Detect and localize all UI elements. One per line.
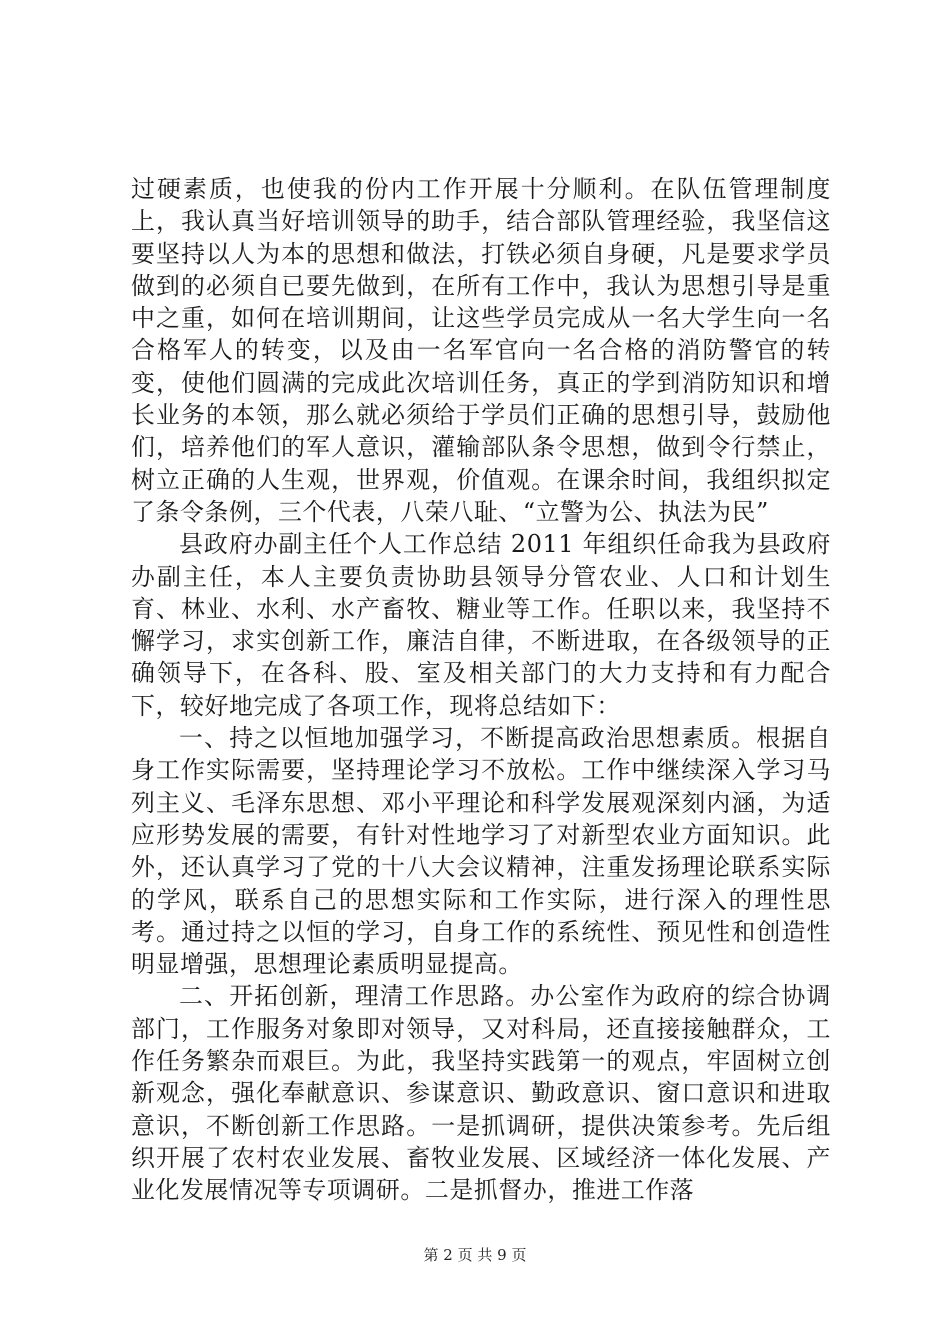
paragraph-3: 一、持之以恒地加强学习，不断提高政治思想素质。根据自身工作实际需要，坚持理论学习不放松。工作中继续深入学习马列主义、毛泽东思想、邓小平理论和科学发展观深刻内涵，为适应形势发展的需要，有针对性地学习了对新型农业方面知识。此外，还认真学习了党的十八大会议精神，注重发扬理论联系实际的学风，联系自己的思想实际和工作实际，进行深入的理性思考。通过持之以恒的学习，自身工作的系统性、预见性和创造性明显增强，思想理论素质明显提高。 <box>131 724 831 979</box>
document-body <box>131 173 831 1207</box>
paragraph-2: 县政府办副主任个人工作总结 2011 年组织任命我为县政府办副主任，本人主要负责协助县领导分管农业、人口和计划生育、林业、水利、水产畜牧、糖业等工作。任职以来，我坚持不懈学习，求实创新工作，廉洁自律，不断进取，在各级领导的正确领导下，在各科、股、室及相关部门的大力支持和有力配合下，较好地完成了各项工作，现将总结如下： <box>131 530 831 720</box>
paragraph-4: 二、开拓创新，理清工作思路。办公室作为政府的综合协调部门，工作服务对象即对领导，又对科局，还直接接触群众，工作任务繁杂而艰巨。为此，我坚持实践第一的观点，牢固树立创新观念，强化奉献意识、参谋意识、勤政意识、窗口意识和进取意识，不断创新工作思路。一是抓调研，提供决策参考。先后组织开展了农村农业发展、畜牧业发展、区域经济一体化发展、产业化发展情况等专项调研。二是抓督办，推进工作落 <box>131 982 831 1205</box>
paragraph-1: 过硬素质，也使我的份内工作开展十分顺利。在队伍管理制度上，我认真当好培训领导的助手，结合部队管理经验，我坚信这要坚持以人为本的思想和做法，打铁必须自身硬，凡是要求学员做到的必须自已要先做到，在所有工作中，我认为思想引导是重中之重，如何在培训期间，让这些学员完成从一名大学生向一名合格军人的转变，以及由一名军官向一名合格的消防警官的转变，使他们圆满的完成此次培训任务，真正的学到消防知识和增长业务的本领，那么就必须给于学员们正确的思想引导，鼓励他们，培养他们的军人意识，灌输部队条令思想，做到令行禁止，树立正确的人生观，世界观，价值观。在课余时间，我组织拟定了条令条例，三个代表，八荣八耻、“立警为公、执法为民” <box>131 175 831 526</box>
page-number-footer: 第 2 页 共 9 页 <box>423 1246 527 1264</box>
